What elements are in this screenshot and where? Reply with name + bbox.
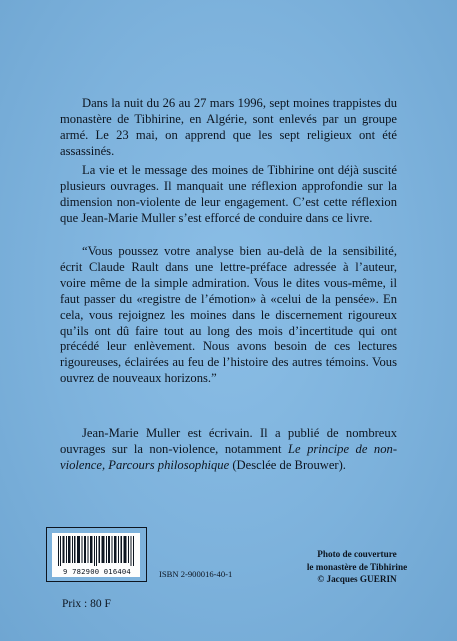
photo-credit-line-2: le monastère de Tibhirine xyxy=(306,561,408,572)
barcode-frame xyxy=(46,527,147,582)
publisher-reference: (Desclée de Brouwer). xyxy=(229,457,346,472)
isbn-number: ISBN 2-900016-40-1 xyxy=(159,569,233,579)
photo-credit xyxy=(292,548,422,586)
barcode xyxy=(52,533,140,577)
barcode-digits: 9 782900 016404 xyxy=(63,567,131,576)
price-label: Prix : 80 F xyxy=(62,598,111,610)
summary-paragraph-2: La vie et le message des moines de Tibhirine ont déjà suscité plusieurs ouvrages. Il manquait une réflexion approfondie sur la dimension non-violente de leur engagement. C’est cette réflexion que Jean-Marie Muller s’est efforcé de conduire dans ce livre. xyxy=(60,163,397,225)
summary-paragraph-1: Dans la nuit du 26 au 27 mars 1996, sept moines trappistes du monastère de Tibhirine, en Algérie, sont enlevés par un groupe armé. Le 23 mai, on apprend que les sept religieux ont été assassinés. xyxy=(60,96,397,158)
preface-quote-paragraph: “Vous poussez votre analyse bien au-delà de la sensibilité, écrit Claude Rault dans une lettre-préface adressée à l’auteur, voire même de la simple admiration. Vous le dites vous-même, il faut passer du «registre de l’émotion» à «celui de la pensée». En cela, vous rejoignez les moines dans le discernement rigoureux qu’ils ont dû faire tout au long des mois d’incertitude qui ont précédé leur enlèvement. Nous avons besoin de ces lectures rigoureuses, éclairées au feu de l’histoire des autres témoins. Vous ouvrez de nouveaux horizons.” xyxy=(60,244,397,386)
book-title-reference: Le principe de non-violence, Parcours philosophique xyxy=(60,441,398,472)
photo-credit-line-1: Photo de couverture xyxy=(317,549,397,559)
author-bio-paragraph xyxy=(60,426,397,474)
author-bio-text: Jean-Marie Muller est écrivain. Il a publié de nombreux ouvrages sur la non-violence, notamment xyxy=(60,426,397,456)
photo-credit-line-3: © Jacques GUERIN xyxy=(317,574,397,585)
barcode-bars-icon xyxy=(58,536,136,566)
